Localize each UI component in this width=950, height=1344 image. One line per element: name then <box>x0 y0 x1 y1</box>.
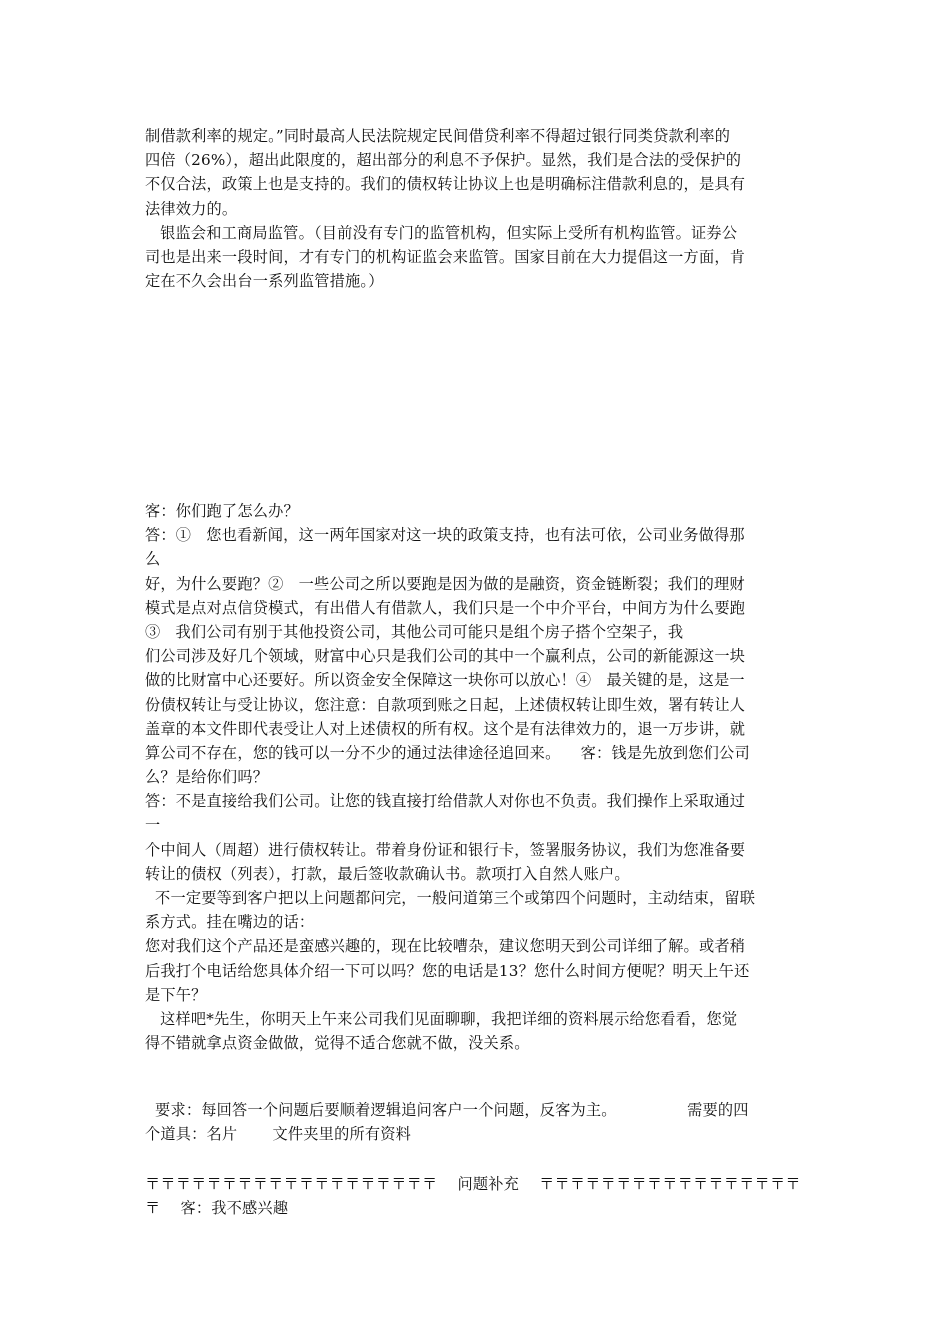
text-line: 转让的债权（列表），打款，最后签收款确认书。款项打入自然人账户。 <box>145 864 630 883</box>
text-line: 模式是点对点信贷模式，有出借人有借款人，我们只是一个中介平台，中间方为什么要跑 <box>145 598 746 617</box>
text-line: 四倍（26%），超出此限度的，超出部分的利息不予保护。显然，我们是合法的受保护的 <box>145 151 742 170</box>
text-line: ③ 我们公司有别于其他投资公司，其他公司可能只是组个房子搭个空架子，我 <box>145 622 684 641</box>
text-line: 答：① 您也看新闻，这一两年国家对这一块的政策支持，也有法可依，公司业务做得那 <box>145 526 745 545</box>
text-line: 要求：每回答一个问题后要顺着逻辑追问客户一个问题，反客为主。 需要的四 <box>145 1101 749 1119</box>
text-line: 后我打个电话给您具体介绍一下可以吗？您的电话是13？您什么时间方便呢？明天上午还 <box>145 961 750 980</box>
text-line: 客：你们跑了怎么办？ <box>145 502 299 520</box>
text-line: 得不错就拿点资金做做，觉得不适合您就不做，没关系。 <box>145 1034 530 1053</box>
regulation-paragraph-block <box>145 124 810 293</box>
requirements-block <box>145 1098 810 1146</box>
text-line: 不一定要等到客户把以上问题都问完，一般问道第三个或第四个问题时，主动结束，留联 <box>145 889 756 907</box>
text-line: 答：不是直接给我们公司。让您的钱直接打给借款人对你也不负责。我们操作上采取通过 <box>145 792 746 811</box>
text-line: 银监会和工商局监管。（目前没有专门的监管机构，但实际上受所有机构监管。证券公 <box>145 223 738 242</box>
text-line: 盖章的本文件即代表受让人对上述债权的所有权。这个是有法律效力的，退一万步讲，就 <box>145 719 746 738</box>
text-line: 〒 客：我不感兴趣 <box>145 1199 289 1218</box>
text-line: 这样吧*先生，你明天上午来公司我们见面聊聊，我把详细的资料展示给您看看，您觉 <box>145 1009 738 1028</box>
qa-dialogue-block <box>145 499 810 1055</box>
text-line: 定在不久会出台一系列监管措施。） <box>145 272 384 291</box>
text-line: 您对我们这个产品还是蛮感兴趣的，现在比较嘈杂，建议您明天到公司详细了解。或者稍 <box>145 937 746 956</box>
text-line: 么？是给你们吗？ <box>145 768 269 787</box>
text-line: 一 <box>145 816 161 835</box>
text-line: 制借款利率的规定。”同时最高人民法院规定民间借贷利率不得超过银行同类贷款利率的 <box>145 127 731 145</box>
text-line: 们公司涉及好几个领域，财富中心只是我们公司的其中一个赢利点，公司的新能源这一块 <box>145 647 746 666</box>
text-line: 〒〒〒〒〒〒〒〒〒〒〒〒〒〒〒〒〒〒〒 问题补充 〒〒〒〒〒〒〒〒〒〒〒〒〒〒〒〒〒 <box>145 1175 801 1193</box>
text-line: 系方式。挂在嘴边的话： <box>145 913 315 932</box>
text-line: 份债权转让与受让协议，您注意：自款项到账之日起，上述债权转让即生效，署有转让人 <box>145 695 746 714</box>
text-line: 算公司不存在，您的钱可以一分不少的通过法律途径追回来。 客：钱是先放到您们公司 <box>145 743 750 762</box>
text-line: 法律效力的。 <box>145 199 238 218</box>
text-line: 么 <box>145 550 161 569</box>
text-line: 不仅合法，政策上也是支持的。我们的债权转让协议上也是明确标注借款利息的，是具有 <box>145 175 746 194</box>
text-line: 是下午？ <box>145 985 207 1004</box>
supplement-block <box>145 1172 810 1220</box>
text-line: 个中间人（周超）进行债权转让。带着身份证和银行卡，签署服务协议，我们为您准备要 <box>145 840 746 859</box>
text-line: 好，为什么要跑？② 一些公司之所以要跑是因为做的是融资，资金链断裂；我们的理财 <box>145 574 745 593</box>
text-line: 司也是出来一段时间，才有专门的机构证监会来监管。国家目前在大力提倡这一方面，肯 <box>145 247 746 266</box>
text-line: 个道具：名片 文件夹里的所有资料 <box>145 1125 412 1144</box>
text-line: 做的比财富中心还要好。所以资金安全保障这一块你可以放心！④ 最关键的是，这是一 <box>145 671 745 690</box>
